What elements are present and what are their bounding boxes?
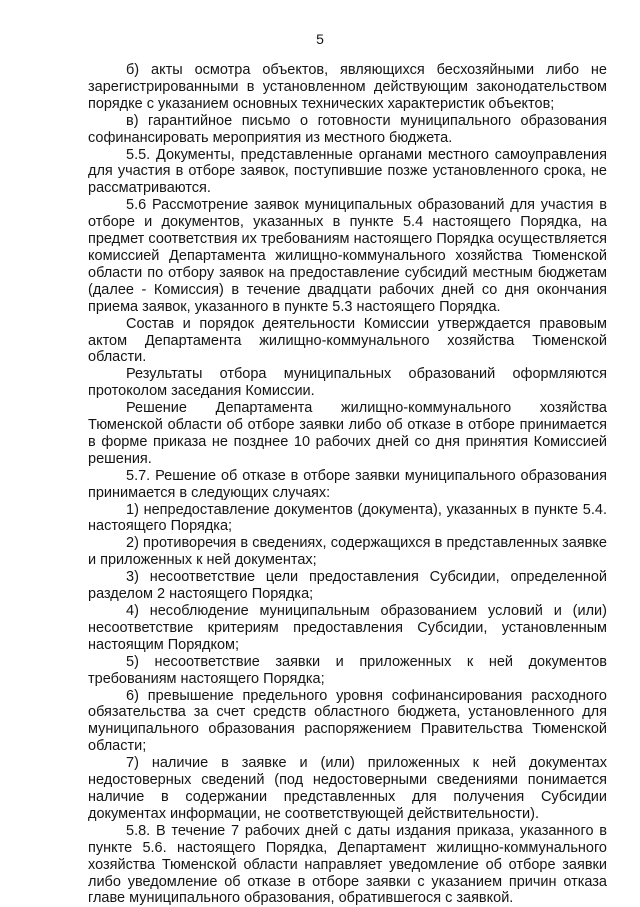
list-item-6: 6) превышение предельного уровня софинансирования расходного обязательства за счет средств областного бюджета, установленного для муниципального образования распоряжением Правительства Тюменской области;	[88, 687, 607, 755]
page-number: 5	[316, 31, 324, 47]
paragraph-5-6: 5.6 Рассмотрение заявок муниципальных образований для участия в отборе и документов, указанных в пункте 5.4 настоящего Порядка, на предмет соответствия их требованиям настоящего Порядка осуществляется комиссией Департамента жилищно-коммунального хозяйства Тюменской области по отбору заявок на предоставление субсидий местным бюджетам (далее - Комиссия) в течение двадцати рабочих дней со дня окончания приема заявок, указанного в пункте 5.3 настоящего Порядка.	[88, 197, 607, 315]
paragraph-commission-composition: Состав и порядок деятельности Комиссии утверждается правовым актом Департамента жилищно-коммунального хозяйства Тюменской области.	[88, 315, 607, 366]
list-item-5: 5) несоответствие заявки и приложенных к ней документов требованиям настоящего Порядка;	[88, 653, 607, 687]
list-item-4: 4) несоблюдение муниципальным образованием условий и (или) несоответствие критериям предоставления Субсидии, установленным настоящим Порядком;	[88, 603, 607, 653]
document-body	[88, 62, 607, 907]
list-item-1: 1) непредоставление документов (документа), указанных в пункте 5.4. настоящего Порядка;	[88, 501, 607, 535]
paragraph-selection-results: Результаты отбора муниципальных образований оформляются протоколом заседания Комиссии.	[88, 366, 607, 400]
paragraph-5-7: 5.7. Решение об отказе в отборе заявки муниципального образования принимается в следующих случаях:	[88, 467, 607, 501]
paragraph-5-5: 5.5. Документы, представленные органами местного самоуправления для участия в отборе заявок, поступившие позже установленного срока, не рассматриваются.	[88, 146, 607, 197]
list-item-2: 2) противоречия в сведениях, содержащихся в представленных заявке и приложенных к ней документах;	[88, 535, 607, 569]
paragraph-v-guarantee-letter: в) гарантийное письмо о готовности муниципального образования софинансировать мероприятия из местного бюджета.	[88, 112, 607, 146]
list-item-3: 3) несоответствие цели предоставления Субсидии, определенной разделом 2 настоящего Порядка;	[88, 569, 607, 603]
paragraph-b-inspection-acts: б) акты осмотра объектов, являющихся бесхозяйными либо не зарегистрированными в установленном действующим законодательством порядке с указанием основных технических характеристик объектов;	[88, 62, 607, 112]
list-item-7: 7) наличие в заявке и (или) приложенных к ней документах недостоверных сведений (под недостоверными сведениями понимается наличие в содержании представленных для получения Субсидии документах информации, не соответствующей действительности).	[88, 755, 607, 822]
paragraph-5-8: 5.8. В течение 7 рабочих дней с даты издания приказа, указанного в пункте 5.6. настоящего Порядка, Департамент жилищно-коммунального хозяйства Тюменской области направляет уведомление об отборе заявки либо уведомление об отказе в отборе заявки с указанием причин отказа главе муниципального образования, обратившегося с заявкой.	[88, 822, 607, 907]
paragraph-department-decision: Решение Департамента жилищно-коммунального хозяйства Тюменской области об отборе заявки либо об отказе в отборе принимается в форме приказа не позднее 10 рабочих дней со дня принятия Комиссией решения.	[88, 400, 607, 467]
